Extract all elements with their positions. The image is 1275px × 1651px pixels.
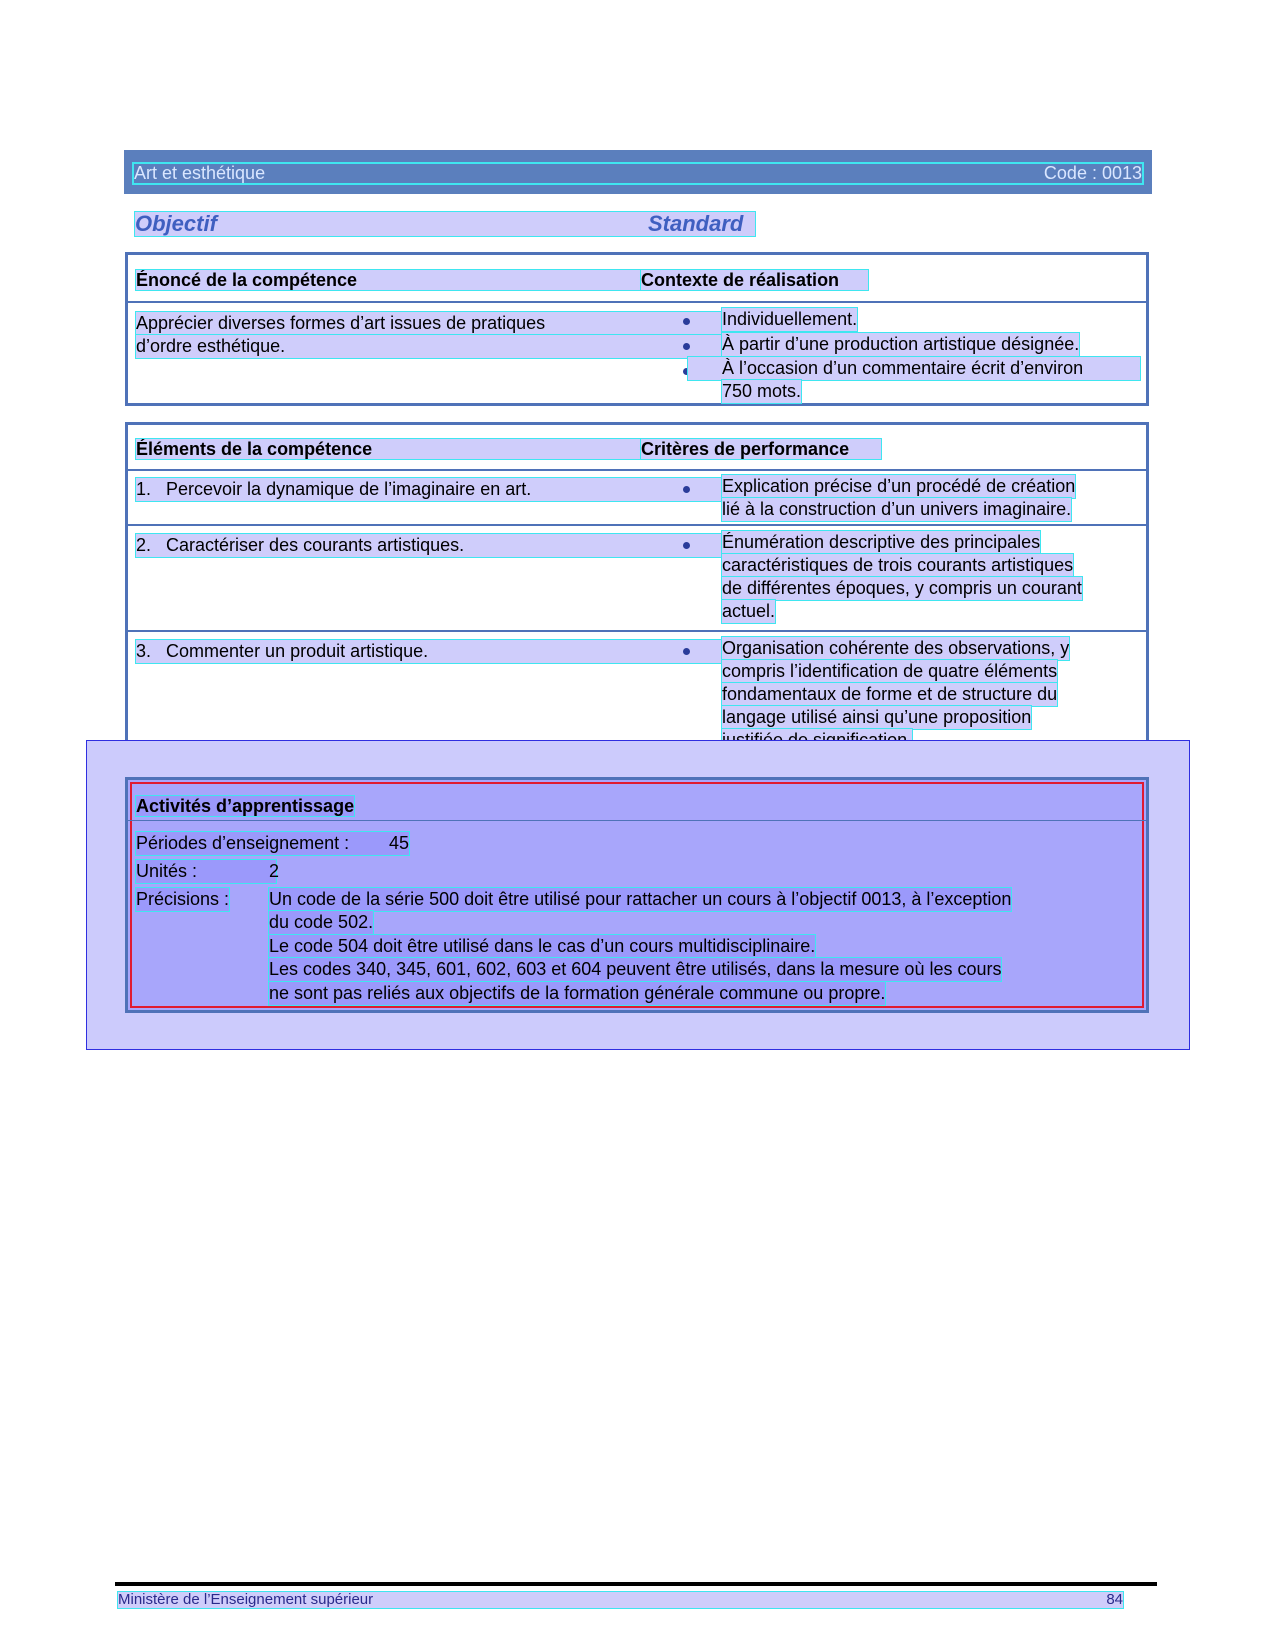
periodes-row bbox=[136, 832, 409, 855]
standard-label: Standard bbox=[648, 211, 744, 236]
elements-header: Éléments de la compétence bbox=[136, 439, 761, 459]
element-num: 2. bbox=[136, 535, 152, 555]
page-number: 84 bbox=[1106, 1591, 1123, 1608]
precision-line-5: ne sont pas reliés aux objectifs de la formation générale commune ou propre. bbox=[269, 983, 886, 1003]
bullet-icon bbox=[683, 318, 690, 325]
section-labels bbox=[135, 212, 755, 236]
row-divider bbox=[128, 630, 1146, 632]
contexte-item-2: À partir d’une production artistique désignée. bbox=[722, 334, 1080, 354]
unites-row bbox=[136, 860, 280, 883]
unites-label: Unités : bbox=[136, 861, 198, 881]
bullet-icon bbox=[683, 486, 690, 493]
precision-line-3: Le code 504 doit être utilisé dans le cas d’un cours multidisciplinaire. bbox=[269, 936, 816, 956]
enonce-line-1: Apprécier diverses formes d’art issues de pratiques bbox=[136, 312, 761, 335]
contexte-header: Contexte de réalisation bbox=[641, 270, 868, 290]
unites-value: 2 bbox=[269, 861, 280, 881]
periodes-value: 45 bbox=[389, 833, 410, 853]
criteres-header: Critères de performance bbox=[641, 439, 881, 459]
critere-2-line-1: Énumération descriptive des principales bbox=[722, 532, 1041, 552]
precision-line-1: Un code de la série 500 doit être utilisé pour rattacher un cours à l’objectif 0013, à l’exception bbox=[269, 889, 1012, 909]
critere-2-line-2: caractéristiques de trois courants artistiques bbox=[722, 555, 1074, 575]
activites-table bbox=[125, 777, 1149, 1013]
precisions-label: Précisions : bbox=[136, 889, 230, 909]
critere-3-line-2: compris l’identification de quatre éléments bbox=[722, 661, 1058, 681]
precision-line-2: du code 502. bbox=[269, 912, 374, 932]
critere-2-line-3: de différentes époques, y compris un courant bbox=[722, 578, 1082, 598]
footer bbox=[118, 1592, 1123, 1608]
contexte-item-3-line-2: 750 mots. bbox=[722, 381, 802, 401]
enonce-header: Énoncé de la compétence bbox=[136, 270, 761, 290]
element-num: 1. bbox=[136, 479, 152, 499]
activites-title: Activités d’apprentissage bbox=[136, 796, 355, 816]
critere-3-line-1: Organisation cohérente des observations, y bbox=[722, 638, 1070, 658]
footer-ministry: Ministère de l’Enseignement supérieur bbox=[118, 1591, 374, 1608]
activites-header-divider bbox=[128, 820, 1146, 821]
program-code: Code : 0013 bbox=[1043, 163, 1142, 183]
critere-1-line-1: Explication précise d’un procédé de création bbox=[722, 476, 1076, 496]
bullet-icon bbox=[683, 648, 690, 655]
bullet-icon bbox=[683, 542, 690, 549]
element-text: Caractériser des courants artistiques. bbox=[166, 535, 465, 555]
element-text: Commenter un produit artistique. bbox=[166, 641, 429, 661]
row-divider bbox=[128, 524, 1146, 526]
critere-1-line-2: lié à la construction d’un univers imaginaire. bbox=[722, 499, 1072, 519]
title-bar bbox=[124, 150, 1152, 194]
objectif-label: Objectif bbox=[135, 211, 217, 236]
element-text: Percevoir la dynamique de l’imaginaire en art. bbox=[166, 479, 532, 499]
precision-line-4: Les codes 340, 345, 601, 602, 603 et 604 peuvent être utilisés, dans la mesure où les cours bbox=[269, 959, 1002, 979]
periodes-label: Périodes d’enseignement : bbox=[136, 833, 350, 853]
program-title: Art et esthétique bbox=[134, 163, 266, 183]
contexte-item-1: Individuellement. bbox=[722, 309, 858, 329]
contexte-item-3-line-1: À l’occasion d’un commentaire écrit d’environ bbox=[688, 357, 1140, 380]
bullet-icon bbox=[683, 343, 690, 350]
elements-table bbox=[125, 422, 1149, 758]
enonce-line-2: d’ordre esthétique. bbox=[136, 335, 761, 358]
element-row-1 bbox=[136, 478, 765, 501]
element-num: 3. bbox=[136, 641, 152, 661]
critere-2-line-4: actuel. bbox=[722, 601, 776, 621]
critere-3-line-4: langage utilisé ainsi qu’une proposition bbox=[722, 707, 1032, 727]
critere-3-line-3: fondamentaux de forme et de structure du bbox=[722, 684, 1058, 704]
element-row-3 bbox=[136, 640, 765, 663]
competence-table bbox=[125, 252, 1149, 406]
element-row-2 bbox=[136, 534, 765, 557]
footer-rule bbox=[115, 1582, 1157, 1586]
